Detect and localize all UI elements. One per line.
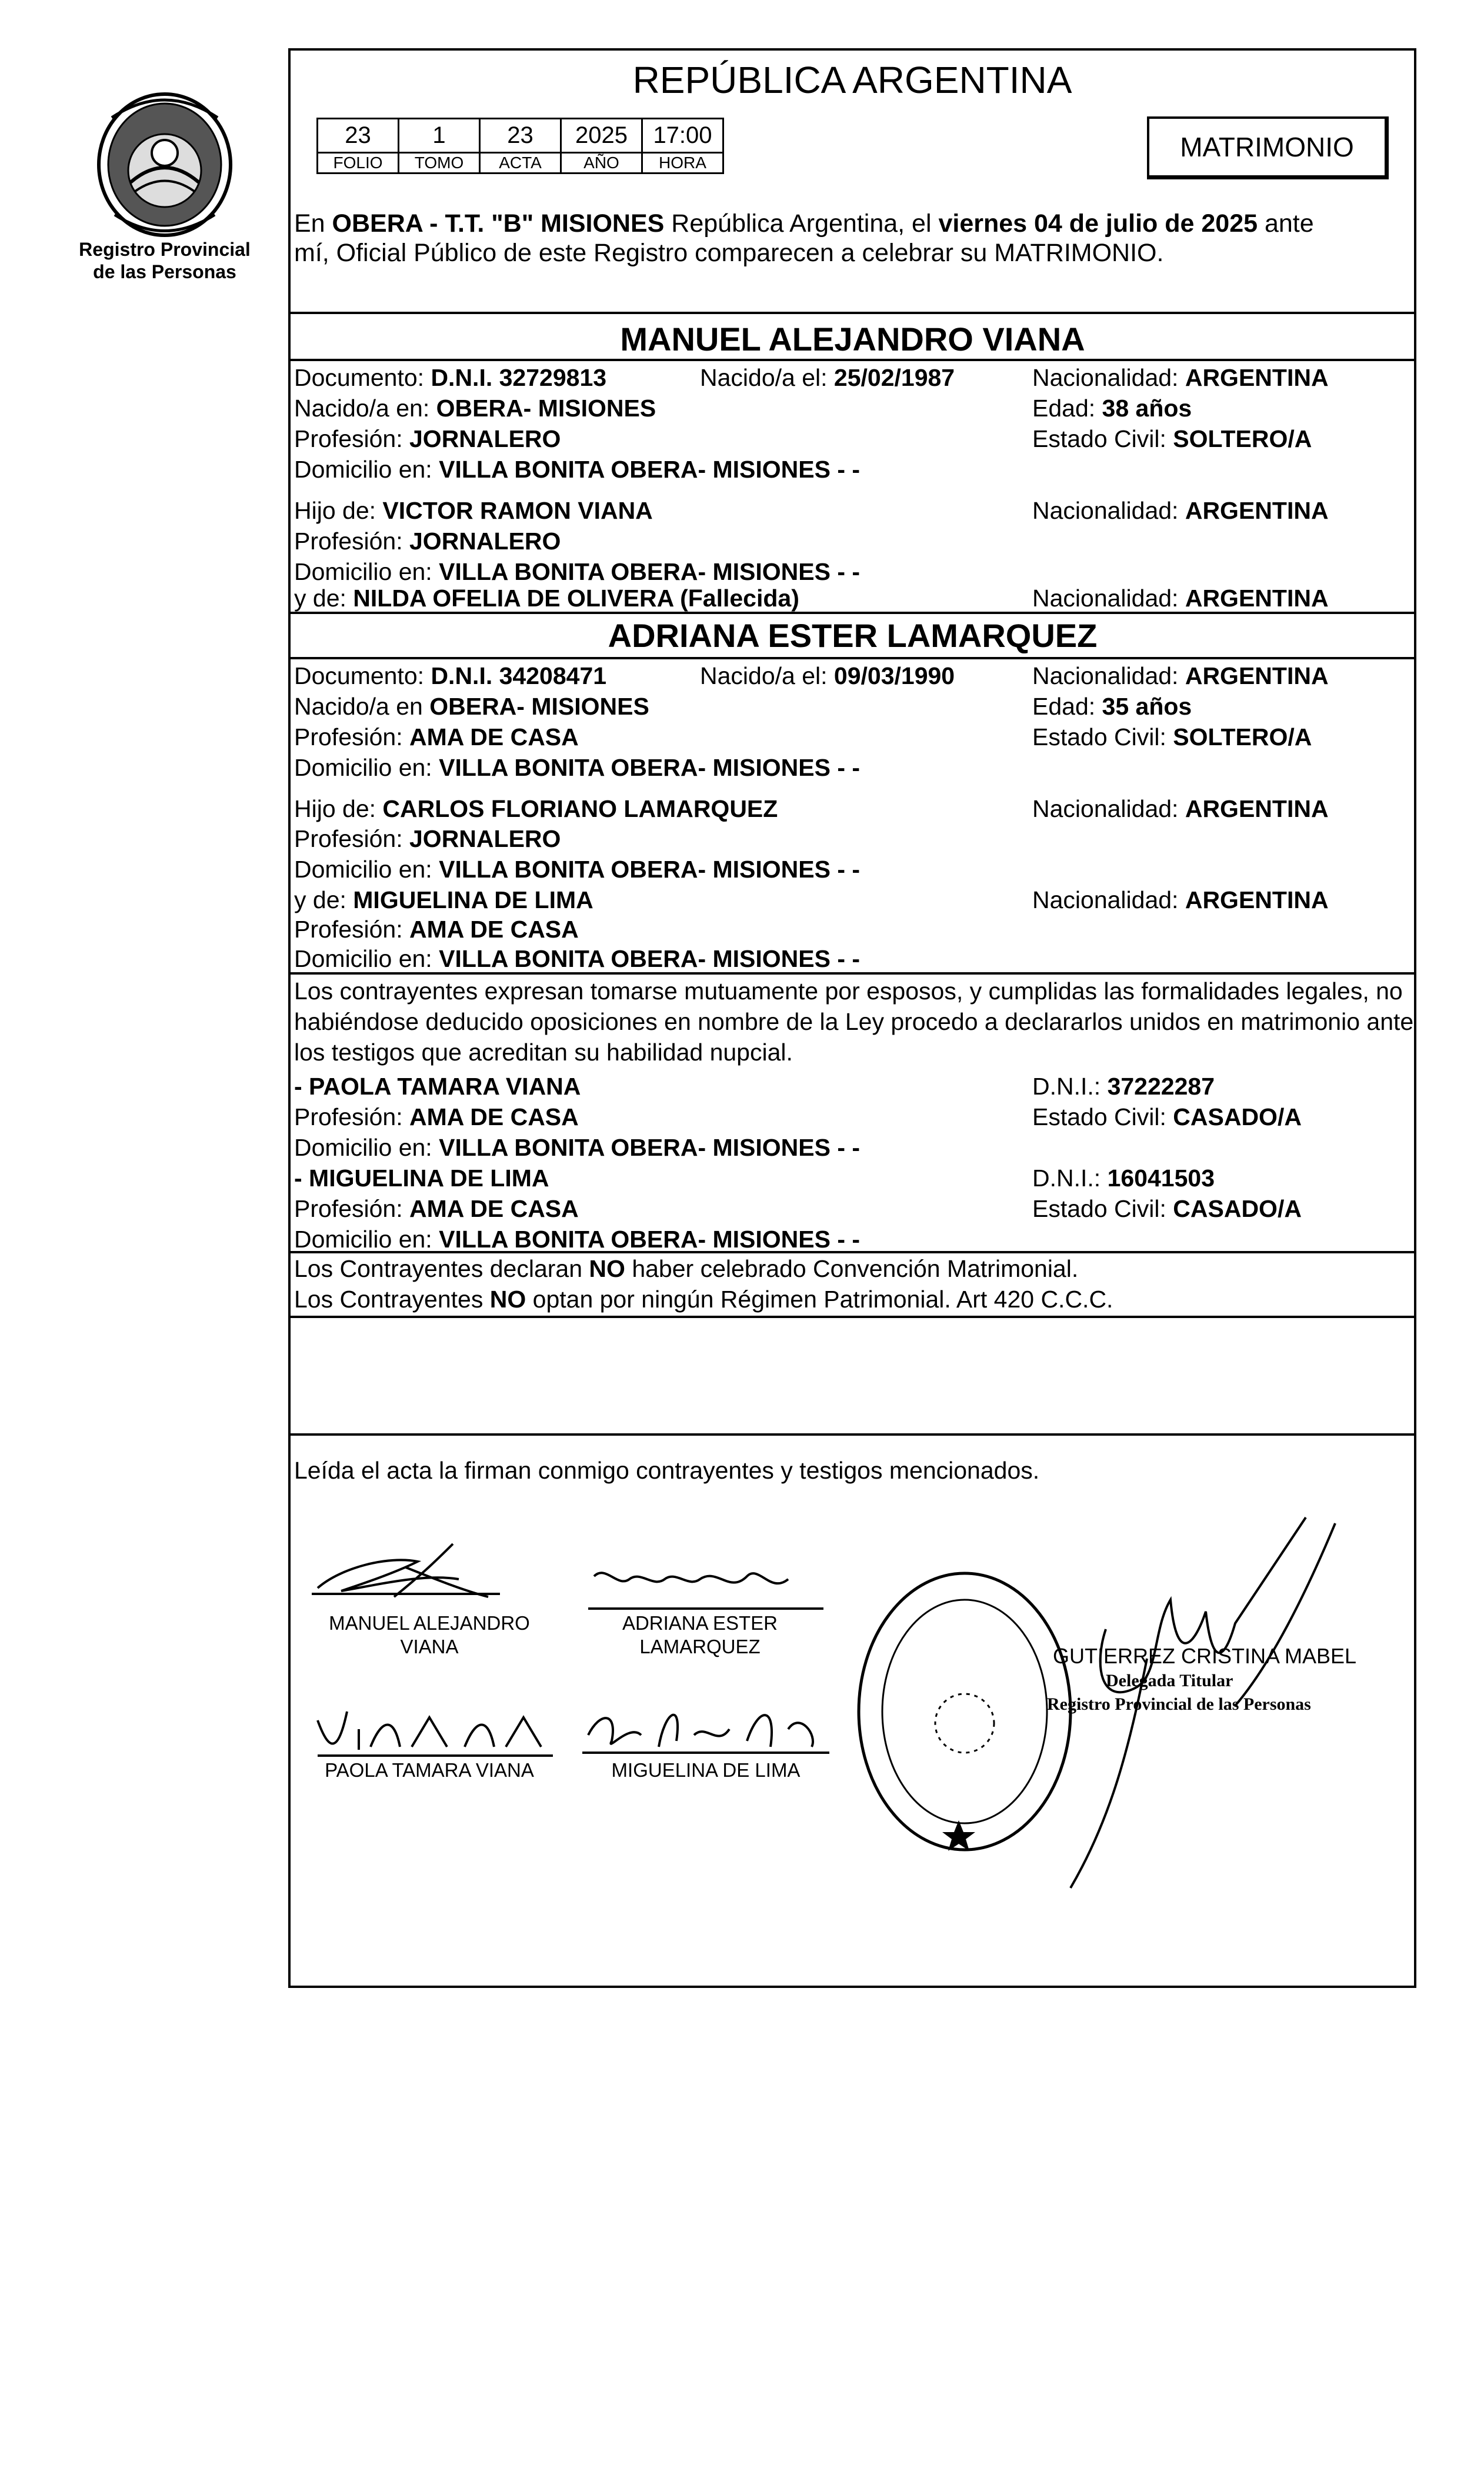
bride-father-nationality: Nacionalidad: ARGENTINA — [1032, 795, 1329, 822]
witness-1-name: - PAOLA TAMARA VIANA — [294, 1073, 581, 1100]
act-meta-table — [316, 118, 724, 174]
witness-2-name: - MIGUELINA DE LIMA — [294, 1165, 549, 1192]
intro-line-1: En OBERA - T.T. "B" MISIONES República Argentina, el viernes 04 de julio de 2025 ante — [294, 209, 1314, 238]
groom-father: Hijo de: VICTOR RAMON VIANA — [294, 497, 653, 524]
witness-2-signature — [582, 1688, 829, 1759]
witness-1-signature — [312, 1694, 559, 1759]
divider — [288, 1433, 1416, 1436]
bride-birthdate: Nacido/a el: 09/03/1990 — [700, 662, 955, 689]
declaration-line-1: Los contrayentes expresan tomarse mutuamente por esposos, y cumplidas las formalidades legales, no — [294, 978, 1403, 1005]
bride-civil-status: Estado Civil: SOLTERO/A — [1032, 723, 1312, 750]
declaration-line-2: habiéndose deducido oposiciones en nombre de la Ley procedo a declararlos unidos en matrimonio ante — [294, 1008, 1414, 1035]
witness-2-address: Domicilio en: VILLA BONITA OBERA- MISIONES - - — [294, 1226, 861, 1253]
intro-date: viernes 04 de julio de 2025 — [938, 209, 1258, 238]
witness-1-profession: Profesión: AMA DE CASA — [294, 1103, 579, 1130]
witness-1-civil-status: Estado Civil: CASADO/A — [1032, 1103, 1302, 1130]
witness-1-dni: D.N.I.: 37222287 — [1032, 1073, 1215, 1100]
divider — [288, 657, 1416, 659]
bride-nationality: Nacionalidad: ARGENTINA — [1032, 662, 1329, 689]
groom-civil-status: Estado Civil: SOLTERO/A — [1032, 425, 1312, 452]
groom-address: Domicilio en: VILLA BONITA OBERA- MISIONES - - — [294, 456, 861, 483]
groom-signature — [306, 1532, 506, 1609]
regime-line-2: Los Contrayentes NO optan por ningún Régimen Patrimonial. Art 420 C.C.C. — [294, 1286, 1113, 1313]
groom-signature-label: MANUEL ALEJANDRO VIANA — [329, 1612, 530, 1657]
declaration-line-3: los testigos que acreditan su habilidad nupcial. — [294, 1039, 793, 1066]
groom-mother-nationality: Nacionalidad: ARGENTINA — [1032, 585, 1329, 612]
groom-father-address: Domicilio en: VILLA BONITA OBERA- MISIONES - - — [294, 558, 861, 585]
folio-value: 23 — [318, 119, 399, 153]
registry-logo — [88, 82, 241, 241]
frame-top — [288, 48, 1416, 51]
registry-name: Registro Provincial de las Personas — [79, 239, 251, 282]
groom-age: Edad: 38 años — [1032, 395, 1192, 422]
frame-bottom — [288, 1986, 1416, 1988]
witness-1-signature-label: PAOLA TAMARA VIANA — [325, 1759, 534, 1781]
witness-2-signature-label: MIGUELINA DE LIMA — [611, 1759, 801, 1781]
divider — [288, 1316, 1416, 1318]
regime-line-1: Los Contrayentes declaran NO haber celebrado Convención Matrimonial. — [294, 1255, 1079, 1282]
folio-label: FOLIO — [318, 153, 399, 174]
groom-document: Documento: D.N.I. 32729813 — [294, 364, 607, 391]
bride-mother: y de: MIGUELINA DE LIMA — [294, 886, 593, 913]
tomo-value: 1 — [399, 119, 480, 153]
groom-profession: Profesión: JORNALERO — [294, 425, 561, 452]
hour-label: HORA — [642, 153, 723, 174]
groom-nationality: Nacionalidad: ARGENTINA — [1032, 364, 1329, 391]
divider — [288, 312, 1416, 314]
bride-father: Hijo de: CARLOS FLORIANO LAMARQUEZ — [294, 795, 778, 822]
groom-mother: y de: NILDA OFELIA DE OLIVERA (Fallecida) — [294, 585, 799, 612]
groom-birthplace: Nacido/a en: OBERA- MISIONES — [294, 395, 656, 422]
bride-profession: Profesión: AMA DE CASA — [294, 723, 579, 750]
bride-name: ADRIANA ESTER LAMARQUEZ — [608, 617, 1098, 654]
bride-father-profession: Profesión: JORNALERO — [294, 825, 561, 852]
witness-2-profession: Profesión: AMA DE CASA — [294, 1195, 579, 1222]
bride-document: Documento: D.N.I. 34208471 — [294, 662, 607, 689]
bride-birthplace: Nacido/a en OBERA- MISIONES — [294, 693, 649, 720]
intro-line-2: mí, Oficial Público de este Registro comparecen a celebrar su MATRIMONIO. — [294, 239, 1164, 267]
bride-mother-profession: Profesión: AMA DE CASA — [294, 916, 579, 943]
acta-label: ACTA — [480, 153, 561, 174]
year-value: 2025 — [561, 119, 642, 153]
act-type: MATRIMONIO — [1180, 132, 1354, 162]
bride-mother-nationality: Nacionalidad: ARGENTINA — [1032, 886, 1329, 913]
official-stamp — [841, 1553, 1088, 1882]
year-label: AÑO — [561, 153, 642, 174]
bride-signature — [576, 1553, 823, 1617]
groom-father-nationality: Nacionalidad: ARGENTINA — [1032, 497, 1329, 524]
tomo-label: TOMO — [399, 153, 480, 174]
divider — [288, 359, 1416, 361]
official-name: GUTIERREZ CRISTINA MABEL — [1053, 1644, 1357, 1668]
witness-2-civil-status: Estado Civil: CASADO/A — [1032, 1195, 1302, 1222]
bride-mother-address: Domicilio en: VILLA BONITA OBERA- MISIONES - - — [294, 945, 861, 972]
intro-place: OBERA - T.T. "B" MISIONES — [332, 209, 665, 238]
groom-birthdate: Nacido/a el: 25/02/1987 — [700, 364, 955, 391]
groom-father-profession: Profesión: JORNALERO — [294, 528, 561, 555]
acta-value: 23 — [480, 119, 561, 153]
bride-address: Domicilio en: VILLA BONITA OBERA- MISIONES - - — [294, 754, 861, 781]
witness-1-address: Domicilio en: VILLA BONITA OBERA- MISIONES - - — [294, 1134, 861, 1161]
witness-2-dni: D.N.I.: 16041503 — [1032, 1165, 1215, 1192]
bride-age: Edad: 35 años — [1032, 693, 1192, 720]
closing-statement: Leída el acta la firman conmigo contrayentes y testigos mencionados. — [294, 1457, 1040, 1484]
act-type-box — [1147, 116, 1389, 179]
official-role: Delegada Titular — [1106, 1671, 1233, 1690]
bride-signature-label: ADRIANA ESTER LAMARQUEZ — [622, 1612, 778, 1657]
groom-name: MANUEL ALEJANDRO VIANA — [620, 321, 1085, 358]
hour-value: 17:00 — [642, 119, 723, 153]
page-title: REPÚBLICA ARGENTINA — [632, 59, 1072, 101]
bride-father-address: Domicilio en: VILLA BONITA OBERA- MISIONES - - — [294, 856, 861, 883]
official-organization: Registro Provincial de las Personas — [1047, 1694, 1311, 1714]
